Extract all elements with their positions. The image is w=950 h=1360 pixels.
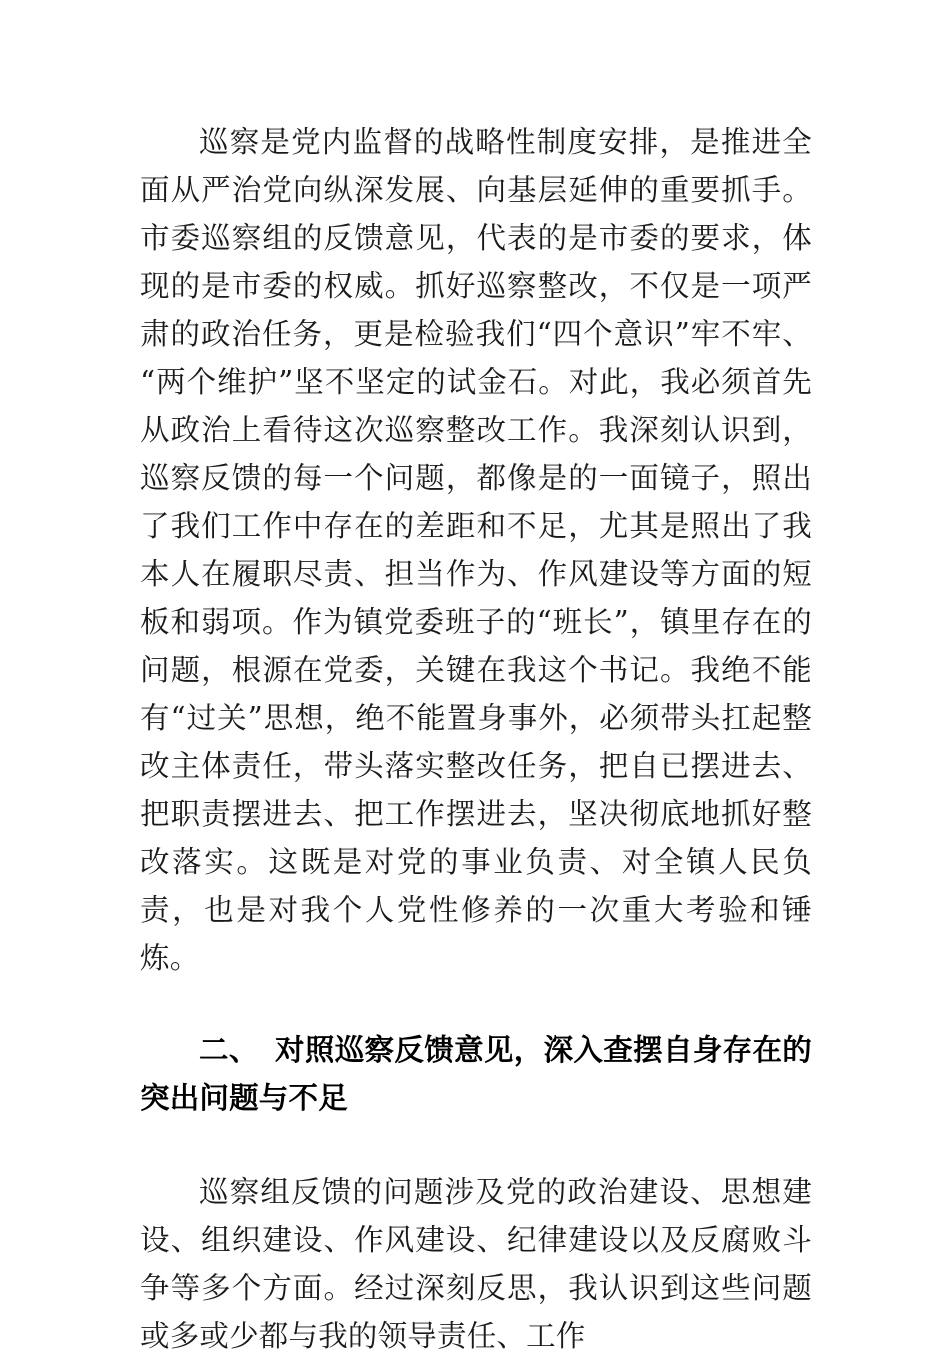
paragraph-two: 巡察组反馈的问题涉及党的政治建设、思想建设、组织建设、作风建设、纪律建设以及反腐败斗争等多个方面。经过深刻反思，我认识到这些问题或多或少都与我的领导责任、工作 [140, 1175, 812, 1353]
heading-number-label: 二、 [199, 1034, 259, 1067]
heading-top-spacer [140, 982, 812, 1027]
heading-title-text: 对照巡察反馈意见，深入查摆自身存在的突出问题与不足 [140, 1034, 812, 1115]
document-content-column [140, 118, 812, 1360]
section-heading-two [140, 1027, 812, 1123]
heading-bottom-spacer [140, 1123, 812, 1168]
paragraph-one: 巡察是党内监督的战略性制度安排，是推进全面从严治党向纵深发展、向基层延伸的重要抓手。市委巡察组的反馈意见，代表的是市委的要求，体现的是市委的权威。抓好巡察整改，不仅是一项严肃的政治任务，更是检验我们“四个意识”牢不牢、“两个维护”坚不坚定的试金石。对此，我必须首先从政治上看待这次巡察整改工作。我深刻认识到，巡察反馈的每一个问题，都像是的一面镜子，照出了我们工作中存在的差距和不足，尤其是照出了我本人在履职尽责、担当作为、作风建设等方面的短板和弱项。作为镇党委班子的“班长”，镇里存在的问题，根源在党委，关键在我这个书记。我绝不能有“过关”思想，绝不能置身事外，必须带头扛起整改主体责任，带头落实整改任务，把自已摆进去、把职责摆进去、把工作摆进去，坚决彻底地抓好整改落实。这既是对党的事业负责、对全镇人民负责，也是对我个人党性修养的一次重大考验和锤炼。 [140, 125, 812, 975]
